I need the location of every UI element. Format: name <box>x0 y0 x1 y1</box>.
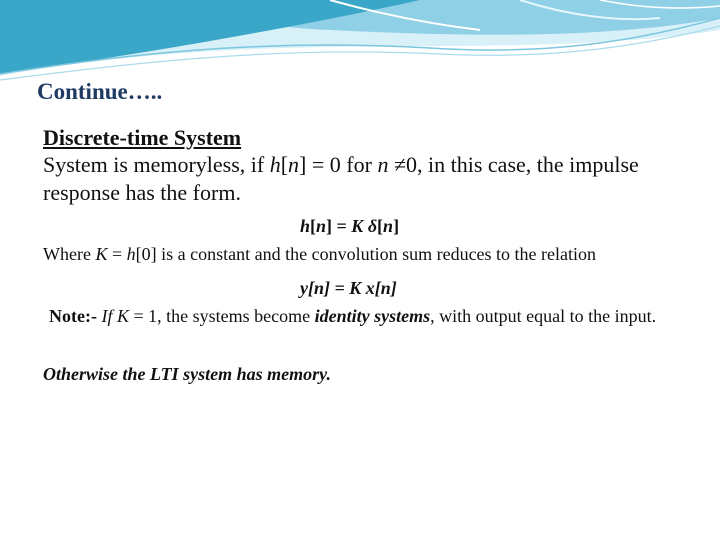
impulse-formula <box>300 215 683 237</box>
var-n: n <box>316 216 327 236</box>
var-K: K <box>351 216 364 236</box>
text-run: ] = <box>326 216 352 236</box>
where-paragraph <box>43 243 683 266</box>
delta-symbol: δ <box>363 216 378 236</box>
conclusion-text: Otherwise the LTI system has memory. <box>43 364 331 384</box>
text-run: = 1, the systems become <box>129 306 315 326</box>
section-heading: Discrete-time System <box>43 125 242 150</box>
text-run: [ <box>377 216 384 236</box>
var-n: n <box>288 152 300 177</box>
text-run: If <box>101 306 113 326</box>
var-n: n <box>377 152 389 177</box>
var-K: K <box>116 306 129 326</box>
memoryless-paragraph <box>43 151 683 207</box>
slide-title: Continue….. <box>37 79 163 104</box>
var-h: h <box>269 152 281 177</box>
var-n: n <box>383 216 394 236</box>
text-run: System is memoryless, if <box>43 152 270 177</box>
text-run: ≠0, in this case, the impulse response has the form. <box>43 152 639 205</box>
text-run: ] <box>393 216 400 236</box>
text-run: [ <box>310 216 317 236</box>
identity-systems-emphasis: identity systems <box>314 306 431 326</box>
text-run: Where <box>43 244 96 264</box>
convolution-formula: y[n] = K x[n] <box>300 278 397 298</box>
text-run: , with output equal to the input. <box>430 306 657 326</box>
note-paragraph <box>49 305 683 328</box>
var-h: h <box>126 244 136 264</box>
var-K: K <box>95 244 108 264</box>
text-run: [0] is a constant and the convolution sum reduces to the relation <box>135 244 597 264</box>
var-h: h <box>300 216 311 236</box>
text-run: ] = 0 for <box>299 152 378 177</box>
slide-body <box>43 125 683 386</box>
text-run: = <box>107 244 127 264</box>
header-wave-decoration <box>0 0 720 90</box>
text-run: [ <box>280 152 289 177</box>
note-label: Note:- <box>49 306 97 326</box>
